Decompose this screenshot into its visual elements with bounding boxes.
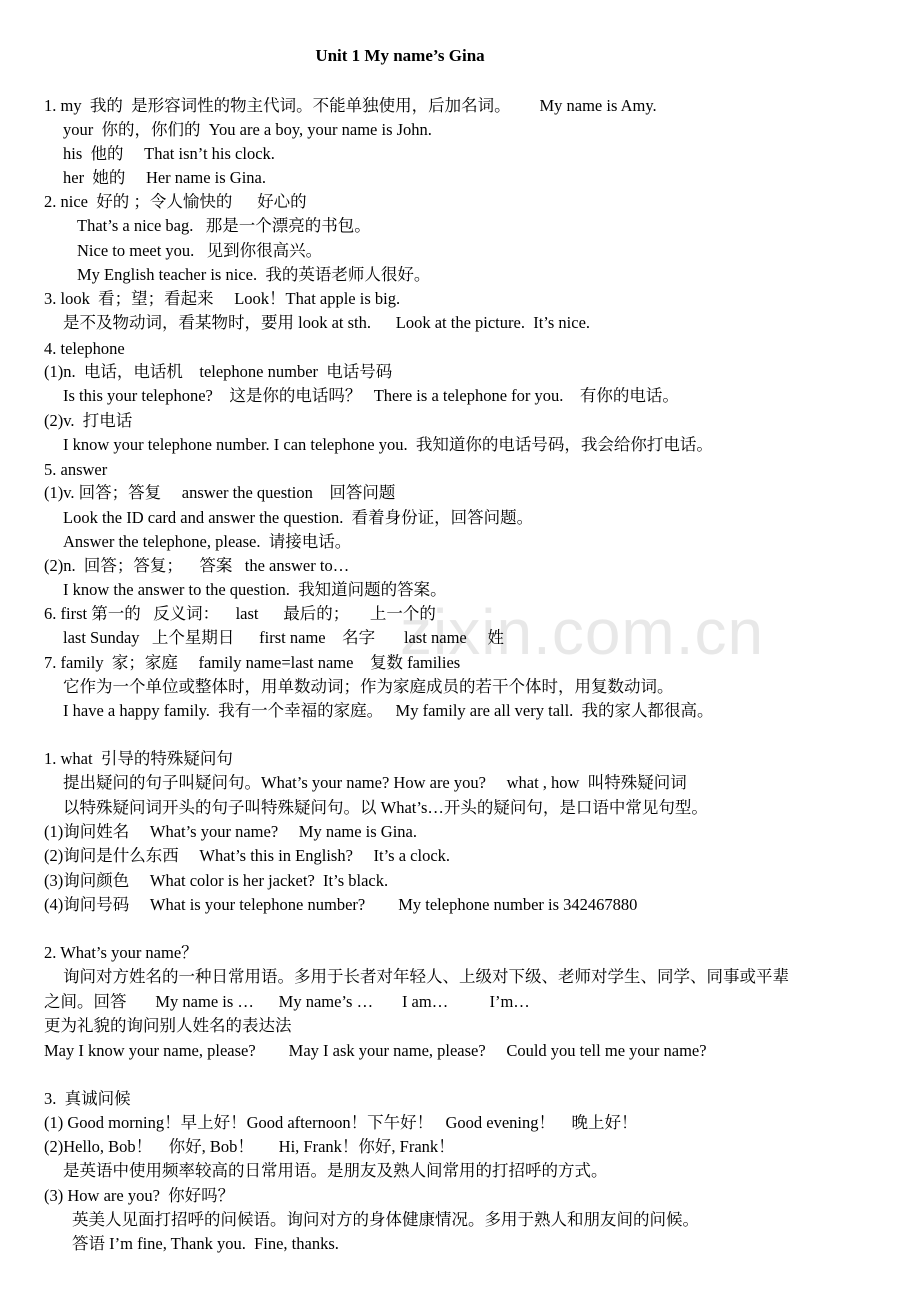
text-line: 2. nice 好的 ；令人愉快的 好心的 — [44, 192, 307, 211]
text-line: I have a happy family. 我有一个幸福的家庭。 My family are all very tall. 我的家人都很高。 — [63, 701, 714, 720]
text-line: (1)询问姓名 What’s your name? My name is Gina. — [44, 822, 418, 841]
text-line: Nice to meet you. 见到你很高兴。 — [77, 241, 323, 260]
text-line: (2)n. 回答；答复； 答案 the answer to… — [44, 556, 350, 575]
page-title: Unit 1 My name’s Gina — [315, 46, 485, 65]
text-line: 1. what 引导的特殊疑问句 — [44, 749, 233, 768]
text-line: That’s a nice bag. 那是一个漂亮的书包。 — [77, 216, 371, 235]
text-line: My English teacher is nice. 我的英语老师人很好。 — [77, 265, 431, 284]
text-line: I know your telephone number. I can telephone you. 我知道你的电话号码，我会给你打电话。 — [63, 435, 713, 454]
text-line: 6. first 第一的 反义词： last 最后的； 上一个的 — [44, 604, 436, 623]
text-line: (2)Hello, Bob！ 你好, Bob！ Hi, Frank！你好, Frank！ — [44, 1137, 455, 1156]
text-line: 答语 I’m fine, Thank you. Fine, thanks. — [72, 1234, 339, 1253]
text-line: (1)v. 回答；答复 answer the question 回答问题 — [44, 483, 396, 502]
text-line: Look the ID card and answer the question. 看着身份证，回答问题。 — [63, 508, 534, 527]
text-line: May I know your name, please? May I ask your name, please? Could you tell me your name? — [44, 1041, 707, 1060]
text-line: 英美人见面打招呼的问候语。询问对方的身体健康情况。多用于熟人和朋友间的问候。 — [72, 1210, 699, 1229]
text-line: I know the answer to the question. 我知道问题的答案。 — [63, 580, 447, 599]
text-line: 7. family 家；家庭 family name=last name 复数 families — [44, 653, 461, 672]
text-line: 它作为一个单位或整体时，用单数动词；作为家庭成员的若干个体时，用复数动词。 — [63, 677, 674, 696]
text-line: 提出疑问的句子叫疑问句。What’s your name? How are you? what , how 叫特殊疑问词 — [63, 773, 687, 792]
text-line: (1) Good morning！早上好！Good afternoon！下午好！ Good evening！ 晚上好！ — [44, 1113, 638, 1132]
watermark: zixin.com.cn — [400, 596, 765, 668]
text-line: (2)询问是什么东西 What’s this in English? It’s a clock. — [44, 846, 451, 865]
text-line: 4. telephone — [44, 339, 125, 358]
text-line: last Sunday 上个星期日 first name 名字 last name 姓 — [63, 628, 504, 647]
text-line: 是英语中使用频率较高的日常用语。是朋友及熟人间常用的打招呼的方式。 — [63, 1161, 608, 1180]
text-line: 2. What’s your name？ — [44, 943, 198, 962]
text-line: Answer the telephone, please. 请接电话。 — [63, 532, 352, 551]
text-line: 询问对方姓名的一种日常用语。多用于长者对年轻人、上级对下级、老师对学生、同学、同事或平辈 — [63, 967, 789, 986]
text-line: 更为礼貌的询问别人姓名的表达法 — [44, 1016, 292, 1035]
text-line: 以特殊疑问词开头的句子叫特殊疑问句。以 What’s…开头的疑问句，是口语中常见句型。 — [63, 798, 708, 817]
text-line: 之间。回答 My name is … My name’s … I am… I’m… — [44, 992, 530, 1011]
text-line: your 你的，你们的 You are a boy, your name is John. — [63, 120, 432, 139]
text-line: 3. 真诚问候 — [44, 1089, 131, 1108]
text-line: (3) How are you? 你好吗？ — [44, 1186, 235, 1205]
text-line: (4)询问号码 What is your telephone number? My telephone number is 342467880 — [44, 895, 638, 914]
text-line: his 他的 That isn’t his clock. — [63, 144, 275, 163]
text-line: Is this your telephone? 这是你的电话吗？ There is a telephone for you. 有你的电话。 — [63, 386, 679, 405]
text-line: (2)v. 打电话 — [44, 411, 133, 430]
text-line: 1. my 我的 是形容词性的物主代词。不能单独使用，后加名词。 My name is Amy. — [44, 96, 657, 115]
text-line: (3)询问颜色 What color is her jacket? It’s black. — [44, 871, 389, 890]
text-line: her 她的 Her name is Gina. — [63, 168, 266, 187]
text-line: 是不及物动词，看某物时，要用 look at sth. Look at the picture. It’s nice. — [63, 313, 591, 332]
text-line: 3. look 看；望；看起来 Look！That apple is big. — [44, 289, 401, 308]
text-line: 5. answer — [44, 460, 108, 479]
text-line: (1)n. 电话，电话机 telephone number 电话号码 — [44, 362, 393, 381]
